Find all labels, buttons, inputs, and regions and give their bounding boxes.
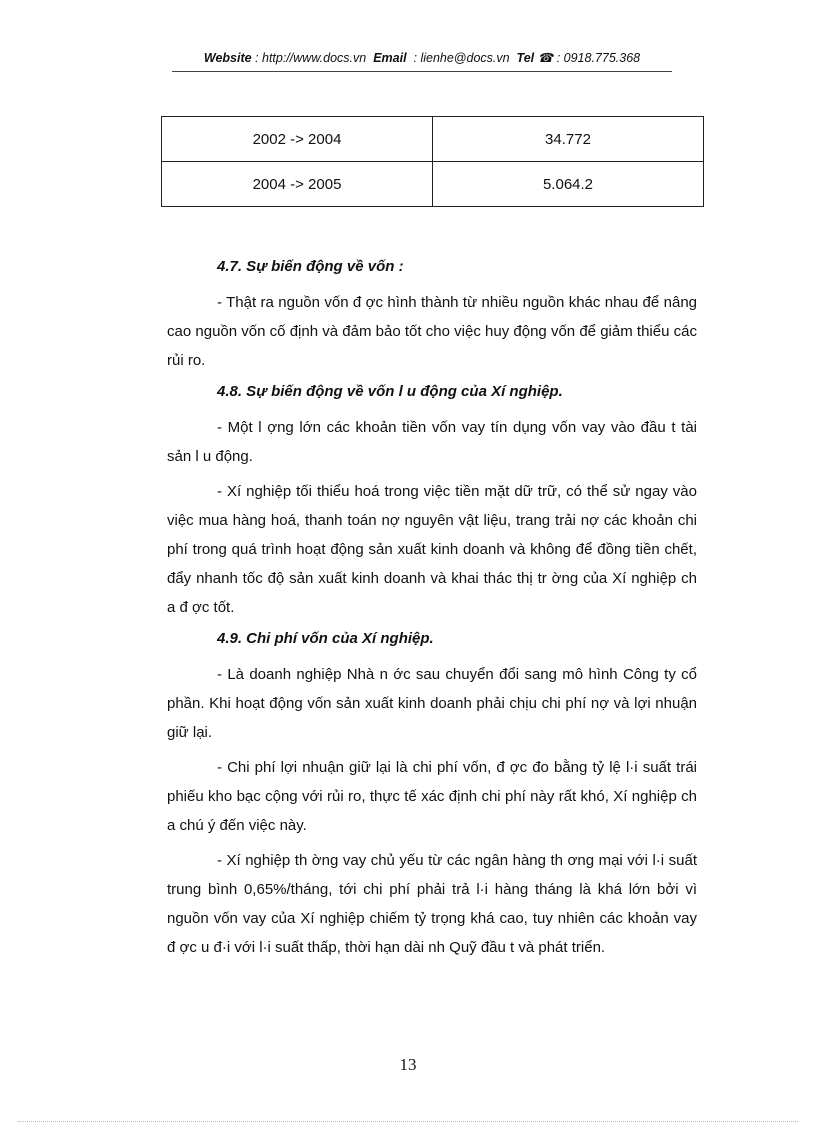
phone-icon: ☎: [537, 51, 554, 65]
email-label: Email: [373, 51, 407, 65]
paragraph: - Xí nghiệp th ờng vay chủ yếu từ các ngân hàng th ơng mại với l·i suất trung bình 0,65%/tháng, tới chi phí phải trả l·i hàng tháng là khá lớn bởi vì nguồn vốn vay của Xí nghiệp chiếm tỷ trọng khá cao, tuy nhiên các khoản vay đ ợc u đ·i với l·i suất thấp, thời hạn dài nh Quỹ đầu t và phát triển.: [167, 852, 697, 956]
data-table: [161, 116, 704, 207]
tel-number: : 0918.775.368: [556, 51, 641, 65]
paragraph: - Là doanh nghiệp Nhà n ớc sau chuyển đổi sang mô hình Công ty cổ phần. Khi hoạt động vốn sản xuất kinh doanh phải chịu chi phí nợ và lợi nhuận giữ lại.: [167, 666, 697, 741]
website-url[interactable]: : http://www.docs.vn: [255, 51, 367, 65]
table-row: [162, 117, 704, 162]
footer-divider: [18, 1121, 798, 1122]
section-heading-4-9: 4.9. Chi phí vốn của Xí nghiệp.: [217, 630, 434, 647]
table-cell-value: 34.772: [433, 117, 704, 162]
page-header: [172, 50, 672, 72]
paragraph: - Xí nghiệp tối thiểu hoá trong việc tiền mặt dữ trữ, có thể sử ngay vào việc mua hàng hoá, thanh toán nợ nguyên vật liệu, trang trải nợ các khoản chi phí trong quá trình hoạt động sản xuất kinh doanh và không để đồng tiền chết, đẩy nhanh tốc độ sản xuất kinh doanh và khai thác thị tr ờng của Xí nghiệp ch a đ ợc tốt.: [167, 483, 697, 616]
table-cell-period: 2002 -> 2004: [162, 117, 433, 162]
table-cell-value: 5.064.2: [433, 162, 704, 207]
section-heading-4-7: 4.7. Sự biến động về vốn :: [217, 258, 404, 275]
paragraph: - Một l ợng lớn các khoản tiền vốn vay tín dụng vốn vay vào đầu t tài sản l u động.: [167, 419, 697, 465]
table-row: [162, 162, 704, 207]
page-number: 13: [399, 1055, 417, 1074]
main-content: [167, 256, 697, 968]
email-address[interactable]: : lienhe@docs.vn: [413, 51, 510, 65]
paragraph: - Thật ra nguồn vốn đ ợc hình thành từ nhiều nguồn khác nhau để nâng cao nguồn vốn cố định và đảm bảo tốt cho việc huy động vốn để giảm thiểu các rủi ro.: [167, 294, 697, 369]
section-heading-4-8: 4.8. Sự biến động về vốn l u động của Xí nghiệp.: [217, 383, 563, 400]
tel-label: Tel: [516, 51, 535, 65]
paragraph: - Chi phí lợi nhuận giữ lại là chi phí vốn, đ ợc đo bằng tỷ lệ l·i suất trái phiếu kho bạc cộng với rủi ro, thực tế xác định chi phí này rất khó, Xí nghiệp ch a chú ý đến việc này.: [167, 759, 697, 834]
table-cell-period: 2004 -> 2005: [162, 162, 433, 207]
website-label: Website: [203, 51, 252, 65]
